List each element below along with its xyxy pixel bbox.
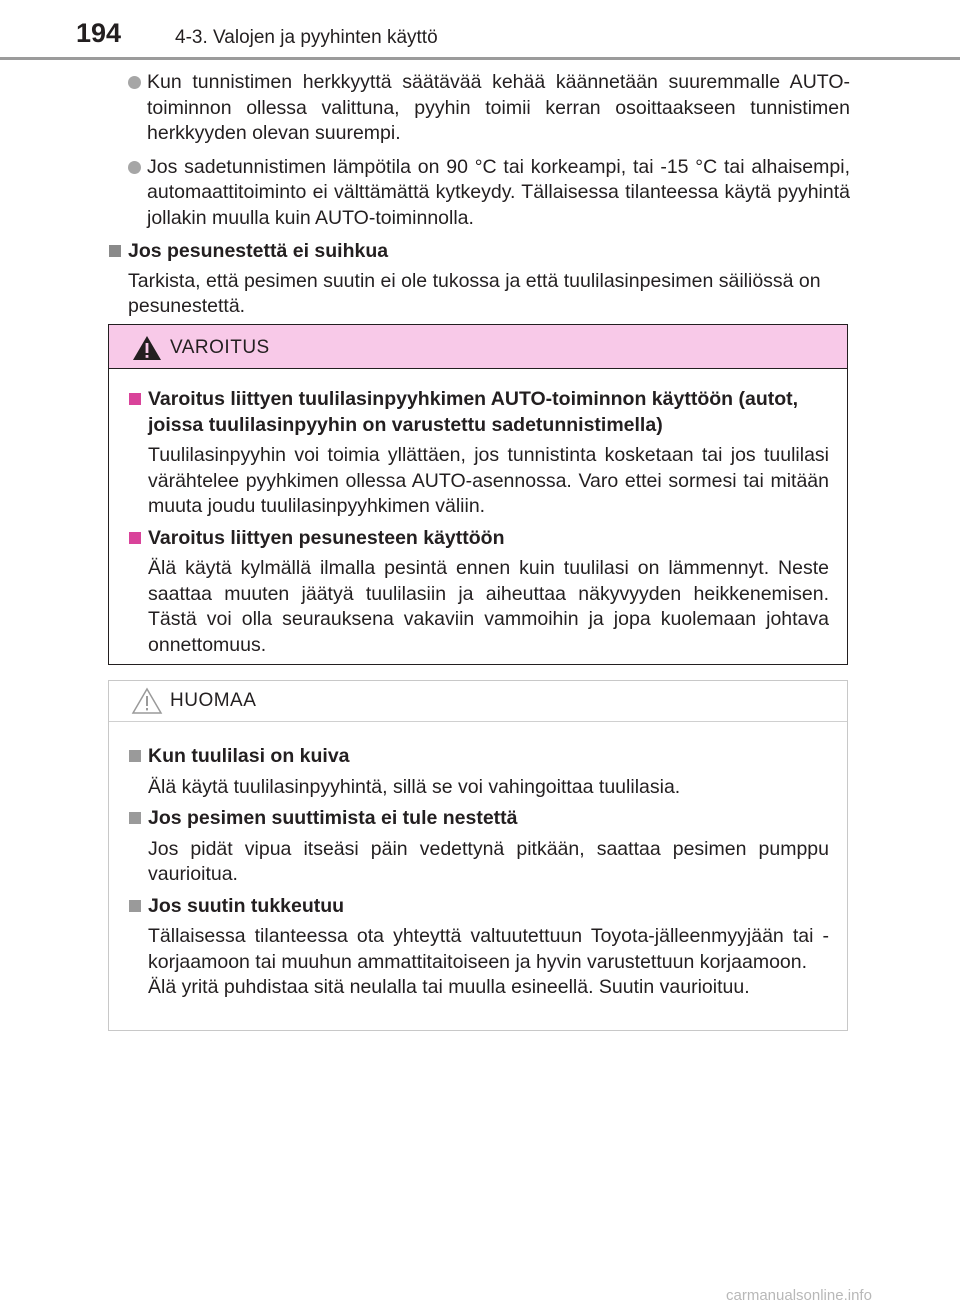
- main-content: [128, 70, 850, 320]
- notice-header: [109, 681, 847, 722]
- warning-title-text: Varoitus liittyen pesunesteen käyttöön: [148, 526, 505, 549]
- warning-triangle-icon: [131, 334, 163, 362]
- warning-box: [108, 324, 848, 665]
- notice-item-title: [129, 744, 829, 770]
- watermark: carmanualsonline.info: [726, 1287, 872, 1304]
- square-bullet-icon: [129, 750, 141, 762]
- section-text: Tarkista, että pesimen suutin ei ole tukossa ja että tuulilasinpesimen säiliössä on pesunestettä.: [128, 269, 821, 317]
- notice-item-text: Älä yritä puhdistaa sitä neulalla tai muulla esineellä. Suutin vaurioituu.: [148, 976, 750, 998]
- warning-item-title: [129, 387, 829, 438]
- warning-header: [109, 325, 847, 369]
- notice-body: [109, 722, 847, 1001]
- square-bullet-icon: [129, 532, 141, 544]
- notice-box: [108, 680, 848, 1031]
- bullet-dot-icon: [128, 76, 141, 89]
- caution-triangle-icon: [131, 687, 163, 715]
- notice-item-title: [129, 806, 829, 832]
- warning-title-text: Varoitus liittyen tuulilasinpyyhkimen AUTO-toiminnon käyttöön (autot, joissa tuulilasinpyyhin on varustettu sadetunnistimella): [148, 388, 799, 436]
- warning-body: [109, 369, 847, 658]
- notice-label: HUOMAA: [170, 690, 257, 711]
- section-heading-text: Jos pesunestettä ei suihkua: [128, 240, 389, 262]
- notice-item-title: [129, 894, 829, 920]
- header-rule: [0, 57, 960, 60]
- notice-item-text: Tällaisessa tilanteessa ota yhteyttä valtuutettuun Toyota-jälleenmyyjään tai -korjaamoon tai muuhun ammattitaitoiseen ja hyvin varustettuun korjaamoon.: [148, 925, 829, 973]
- square-bullet-icon: [129, 812, 141, 824]
- bullet-text: Kun tunnistimen herkkyyttä säätävää kehää käännetään suuremmalle AUTO-toiminnon ollessa valittuna, pyyhin toimii kerran osoittaakseen tunnistimen herkkyyden olevan suurempi.: [147, 71, 850, 144]
- square-bullet-icon: [129, 393, 141, 405]
- square-bullet-icon: [129, 900, 141, 912]
- warning-item-text: Älä käytä kylmällä ilmalla pesintä ennen kuin tuulilasi on lämmennyt. Neste saattaa muuten jäätyä tuulilasiin ja aiheuttaa näkyvyyden heikkenemisen. Tästä voi olla seurauksena vakaviin vammoihin ja jopa kuolemaan johtava onnettomuus.: [148, 557, 829, 656]
- section-heading: [109, 239, 850, 265]
- notice-item-text: Jos pidät vipua itseäsi päin vedettynä pitkään, saattaa pesimen pumppu vaurioitua.: [148, 837, 829, 885]
- warning-item-text: Tuulilasinpyyhin voi toimia yllättäen, jos tunnistinta kosketaan tai jos tuulilasi värähtelee pyyhkimen ollessa AUTO-asennossa. Varo ettei sormesi tai mitään muuta joudu tuulilasinpyyhkimen väliin.: [148, 444, 829, 517]
- bullet-text: Jos sadetunnistimen lämpötila on 90 °C tai korkeampi, tai -15 °C tai alhaisempi, automaattitoiminto ei välttämättä kytkeydy. Tällaisessa tilanteessa käytä pyyhintä jollakin muulla kuin AUTO-toiminnolla.: [147, 155, 850, 229]
- section-title: 4-3. Valojen ja pyyhinten käyttö: [175, 27, 438, 48]
- notice-title-text: Jos pesimen suuttimista ei tule nestettä: [148, 807, 518, 829]
- bullet-dot-icon: [128, 161, 141, 174]
- page-header: [0, 0, 960, 60]
- bullet-item: [128, 155, 850, 232]
- notice-title-text: Kun tuulilasi on kuiva: [148, 745, 350, 767]
- bullet-item: [128, 70, 850, 147]
- square-bullet-icon: [109, 245, 121, 257]
- page-number: 194: [76, 18, 122, 48]
- notice-title-text: Jos suutin tukkeutuu: [148, 894, 345, 917]
- warning-label: VAROITUS: [170, 337, 270, 358]
- notice-item-text: Älä käytä tuulilasinpyyhintä, sillä se voi vahingoittaa tuulilasia.: [148, 775, 681, 798]
- warning-item-title: [129, 526, 829, 552]
